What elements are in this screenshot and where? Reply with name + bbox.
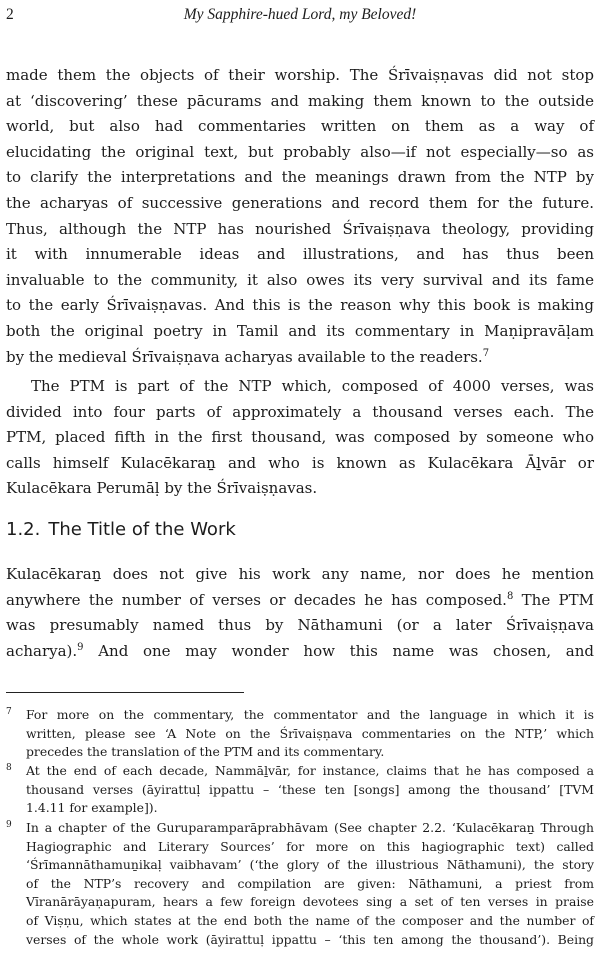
text-segment: by the medieval Śrīvaiṣṇava acharyas available to the readers. [6, 347, 483, 366]
footnote-line [6, 762, 594, 781]
paragraph [6, 374, 594, 502]
text-line: was presumably named thus by Nāthamuni (or a later Śrīvaiṣṇava [6, 616, 594, 635]
footnote [6, 706, 594, 762]
text-segment: In a chapter of the Guruparamparāprabhāvam (See chapter 2.2. ‘Kulacēkaraṉ Through [26, 820, 594, 835]
section-number: 1.2. [6, 519, 41, 540]
footnote-line: Vīranārāyaṇapuram, hears a few foreign devotees sing a set of ten verses in praise [26, 894, 594, 910]
footnote-ref[interactable]: 8 [506, 590, 514, 602]
footnote-ref[interactable]: 7 [482, 347, 490, 359]
footnote-line: verses of the whole work (āyirattuḷ ippattu – ‘this ten among the thousand’). Being [26, 931, 594, 947]
footnote-line: Hagiographic and Literary Sources’ for more on this hagiographic text) called [26, 838, 594, 854]
section-title: The Title of the Work [48, 519, 236, 540]
footnote-ref[interactable]: 9 [77, 641, 84, 653]
text-line: Kulacēkara Perumāḷ by the Śrīvaiṣṇavas. [6, 479, 318, 498]
footnote-line: of Viṣṇu, which states at the end both the name of the composer and the number of [26, 912, 594, 928]
paragraph [6, 63, 594, 370]
footnote-line [6, 819, 594, 838]
text-line: world, but also had commentaries written on them as a way of [6, 117, 594, 136]
footnote-mark: 7 [6, 707, 12, 717]
footnote-line: 1.4.11 for example]). [26, 800, 158, 816]
paragraph [6, 562, 594, 664]
text-segment: acharya). [6, 641, 78, 660]
text-segment: anywhere the number of verses or decades he has composed. [6, 590, 507, 609]
footnote [6, 819, 594, 949]
text-line: both the original poetry in Tamil and its commentary in Maṇipravāḷam [6, 321, 594, 340]
text-line: it with innumerable ideas and illustrations, and has thus been [6, 245, 594, 264]
text-segment: For more on the commentary, the commentator and the language in which it is [26, 707, 594, 722]
text-line: invaluable to the community, it also owes its very survival and its fame [6, 270, 594, 289]
page-header [6, 6, 594, 28]
text-line: PTM, placed fifth in the first thousand, was composed by someone who [6, 428, 594, 447]
footnote-line: ‘Śrīmannāthamuṉikaḷ vaibhavam’ (‘the glory of the illustrious Nāthamuni), the story [26, 857, 594, 873]
text-line: elucidating the original text, but probably also—if not especially—so as [6, 142, 594, 161]
text-line: the acharyas of successive generations and record them for the future. [6, 193, 594, 212]
text-line: Kulacēkaraṉ does not give his work any name, nor does he mention [6, 565, 594, 583]
text-line: to clarify the interpretations and the meanings drawn from the NTP by [6, 168, 594, 187]
footnote-line: of the NTP’s recovery and compilation are given: Nāthamuni, a priest from [26, 875, 594, 891]
text-segment: And one may wonder how this name was chosen, and [83, 641, 594, 660]
footnote-line: precedes the translation of the PTM and its commentary. [26, 744, 385, 760]
footnote-divider [6, 692, 244, 693]
footnote [6, 762, 594, 818]
text-line [6, 639, 594, 665]
text-segment: At the end of each decade, Nammāḻvār, for instance, claims that he has composed a [26, 763, 594, 778]
page-number: 2 [6, 6, 14, 23]
text-line: divided into four parts of approximately a thousand verses each. The [6, 402, 594, 421]
text-line: Thus, although the NTP has nourished Śrīvaiṣṇava theology, providing [6, 219, 594, 238]
text-line: made them the objects of their worship. The Śrīvaiṣṇavas did not stop [6, 66, 594, 84]
footnote-mark: 9 [6, 820, 12, 830]
running-title: My Sapphire-hued Lord, my Beloved! [183, 6, 417, 23]
text-line [6, 588, 594, 614]
text-line: calls himself Kulacēkaraṉ and who is known as Kulacēkara Āḻvār or [6, 453, 594, 472]
text-segment: The PTM [513, 590, 594, 609]
footnote-mark: 8 [6, 763, 12, 773]
text-line: The PTM is part of the NTP which, composed of 4000 verses, was [31, 377, 594, 395]
section-heading [6, 519, 236, 540]
footnote-line [6, 706, 594, 725]
footnote-line: written, please see ‘A Note on the Śrīvaiṣṇava commentaries on the NTP,’ which [26, 725, 594, 741]
text-line [6, 345, 594, 371]
text-line: at ‘discovering’ these pācurams and making them known to the outside [6, 91, 594, 110]
footnote-line: thousand verses (āyirattuḷ ippattu – ‘these ten [songs] among the thousand’ [TVM [26, 781, 594, 797]
text-line: to the early Śrīvaiṣṇavas. And this is the reason why this book is making [6, 296, 594, 315]
